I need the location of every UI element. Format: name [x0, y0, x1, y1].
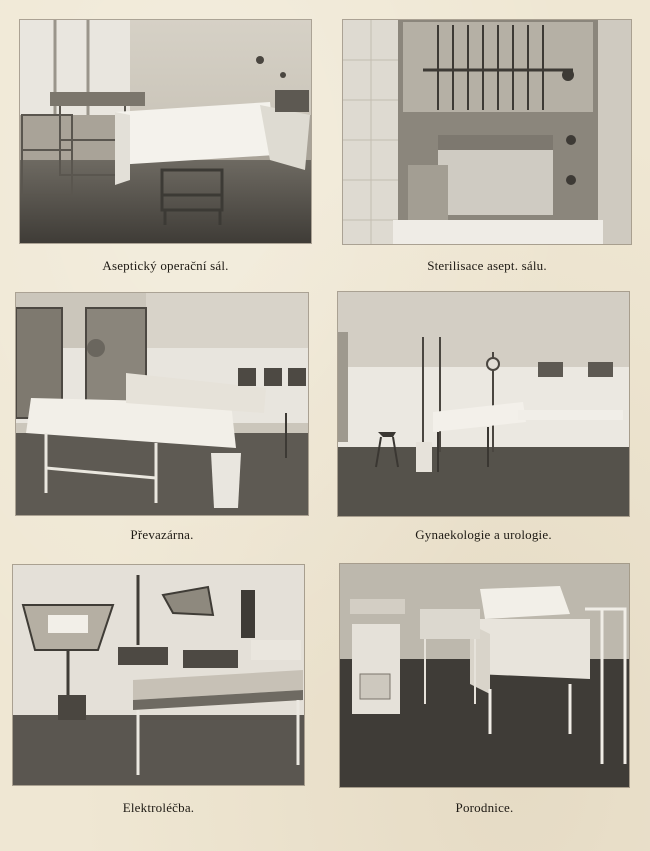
caption-aseptic-operating-room: Aseptický operační sál. — [102, 258, 229, 273]
photo-electrotherapy — [13, 565, 304, 785]
caption-maternity-ward: Porodnice. — [455, 800, 514, 815]
photo-sterilization — [343, 20, 631, 244]
photo-maternity-ward — [340, 564, 629, 787]
caption-electrotherapy: Elektroléčba. — [122, 800, 195, 815]
caption-sterilization: Sterilisace asept. sálu. — [427, 258, 547, 273]
photo-dressing-room — [16, 293, 308, 515]
photo-aseptic-operating-room — [20, 20, 311, 243]
caption-gynecology-urology: Gynaekologie a urologie. — [415, 527, 552, 542]
caption-dressing-room: Převazárna. — [130, 527, 194, 542]
photo-gynecology-urology — [338, 292, 629, 516]
